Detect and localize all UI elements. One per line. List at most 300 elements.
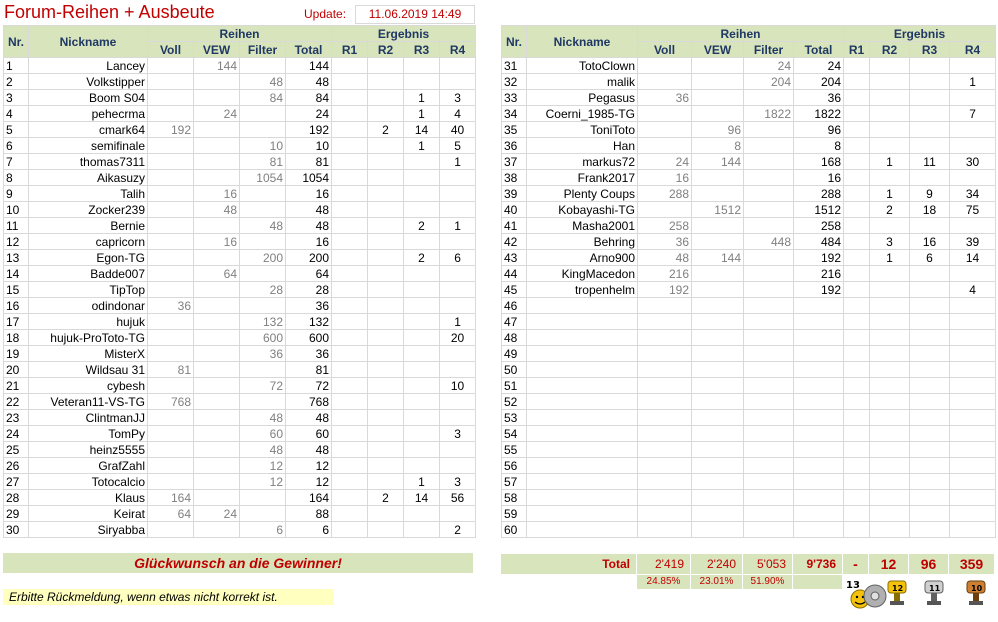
cell-nickname: cybesh (29, 378, 148, 394)
trophy-12-icon (883, 578, 911, 610)
cell-r3 (404, 330, 440, 346)
cell-vew (194, 442, 240, 458)
trophy-11-icon (920, 578, 948, 610)
cell-filter: 448 (744, 234, 794, 250)
table-row (4, 218, 476, 234)
left-table-body (4, 58, 476, 538)
cell-vew (692, 298, 744, 314)
cell-r4 (950, 314, 996, 330)
cell-r3 (404, 362, 440, 378)
cell-r3: 16 (910, 234, 950, 250)
table-row (4, 266, 476, 282)
cell-r2 (368, 362, 404, 378)
cell-voll (148, 234, 194, 250)
table-row (4, 378, 476, 394)
cell-vew (692, 170, 744, 186)
cell-voll (148, 378, 194, 394)
cell-r2: 1 (870, 154, 910, 170)
cell-r4 (950, 506, 996, 522)
cell-nickname: Klaus (29, 490, 148, 506)
cell-nr: 1 (4, 58, 29, 74)
cell-filter (240, 106, 286, 122)
cell-nr: 60 (502, 522, 527, 538)
pct-voll: 24.85% (637, 575, 691, 589)
cell-nickname: Arno900 (527, 250, 638, 266)
cell-nickname (527, 522, 638, 538)
cell-r3: 1 (404, 474, 440, 490)
col-r3: R3 (910, 42, 950, 58)
cell-total: 28 (286, 282, 332, 298)
table-row (502, 58, 996, 74)
cell-r4 (440, 458, 476, 474)
cell-voll: 36 (148, 298, 194, 314)
cell-filter (240, 202, 286, 218)
cell-vew (692, 474, 744, 490)
cell-r3 (404, 186, 440, 202)
table-row (502, 138, 996, 154)
cell-r1 (332, 202, 368, 218)
cell-r2 (870, 330, 910, 346)
cell-vew (194, 490, 240, 506)
total-vew: 2'240 (691, 554, 743, 574)
cell-r3 (910, 58, 950, 74)
table-row (502, 362, 996, 378)
cell-r3 (910, 90, 950, 106)
cell-voll: 288 (638, 186, 692, 202)
cell-r1 (844, 154, 870, 170)
cell-r1 (332, 314, 368, 330)
cell-filter: 81 (240, 154, 286, 170)
cell-r1 (332, 122, 368, 138)
table-row (4, 474, 476, 490)
cell-r1 (332, 90, 368, 106)
table-row (502, 170, 996, 186)
cell-r2 (368, 394, 404, 410)
cell-total: 16 (286, 234, 332, 250)
cell-r1 (844, 426, 870, 442)
table-row (502, 426, 996, 442)
cell-voll (148, 250, 194, 266)
cell-r3 (910, 394, 950, 410)
cell-r3 (404, 314, 440, 330)
cell-nr: 14 (4, 266, 29, 282)
cell-r2 (870, 170, 910, 186)
cell-r4 (950, 298, 996, 314)
table-row (4, 250, 476, 266)
cell-vew (692, 74, 744, 90)
cell-vew (692, 234, 744, 250)
cell-r1 (844, 298, 870, 314)
cell-r2 (368, 90, 404, 106)
cell-r4 (950, 378, 996, 394)
cell-vew (692, 522, 744, 538)
table-row (4, 106, 476, 122)
cell-r3 (910, 410, 950, 426)
cell-filter (240, 122, 286, 138)
cell-r1 (844, 346, 870, 362)
cell-nickname: Kobayashi-TG (527, 202, 638, 218)
cell-voll: 36 (638, 90, 692, 106)
cell-r1 (332, 506, 368, 522)
cell-total: 8 (794, 138, 844, 154)
col-filter: Filter (744, 42, 794, 58)
cell-r4 (950, 170, 996, 186)
cell-nr: 36 (502, 138, 527, 154)
table-row (502, 298, 996, 314)
cell-vew (692, 410, 744, 426)
col-nr: Nr. (4, 26, 29, 58)
cell-nickname: GrafZahl (29, 458, 148, 474)
cell-r2 (368, 442, 404, 458)
cell-voll (148, 74, 194, 90)
total-label: Total (501, 554, 637, 574)
cell-vew (692, 362, 744, 378)
cell-vew (194, 154, 240, 170)
cell-nickname (527, 362, 638, 378)
cell-nr: 10 (4, 202, 29, 218)
cell-r3 (910, 474, 950, 490)
badge-13-label: 13 (846, 580, 860, 591)
cell-voll (638, 138, 692, 154)
col-r4: R4 (440, 42, 476, 58)
cell-r2 (368, 346, 404, 362)
cell-r4 (950, 330, 996, 346)
cell-nickname: markus72 (527, 154, 638, 170)
cell-filter (240, 490, 286, 506)
cell-nr: 12 (4, 234, 29, 250)
cell-voll (148, 426, 194, 442)
cell-r2 (368, 314, 404, 330)
cell-r2 (368, 426, 404, 442)
cell-total: 60 (286, 426, 332, 442)
cell-nr: 55 (502, 442, 527, 458)
cell-vew: 24 (194, 506, 240, 522)
cell-r4: 3 (440, 474, 476, 490)
cell-vew (692, 346, 744, 362)
cell-filter (744, 314, 794, 330)
cell-r3 (404, 58, 440, 74)
cell-voll (638, 410, 692, 426)
cell-nr: 53 (502, 410, 527, 426)
cell-r3 (910, 266, 950, 282)
cell-nickname (527, 442, 638, 458)
cell-r4 (440, 282, 476, 298)
cell-filter (744, 506, 794, 522)
cell-voll (148, 346, 194, 362)
cell-vew (194, 74, 240, 90)
cell-r1 (844, 218, 870, 234)
cell-r4: 56 (440, 490, 476, 506)
cell-nickname: cmark64 (29, 122, 148, 138)
table-row (502, 314, 996, 330)
cell-r3 (910, 362, 950, 378)
cell-total: 88 (286, 506, 332, 522)
cell-total (794, 394, 844, 410)
cell-nr: 19 (4, 346, 29, 362)
cell-filter (744, 186, 794, 202)
cell-voll (638, 202, 692, 218)
cell-r3 (404, 234, 440, 250)
cell-total (794, 506, 844, 522)
cell-r1 (844, 314, 870, 330)
cell-r1 (332, 522, 368, 538)
cell-filter (240, 58, 286, 74)
cell-nickname: Masha2001 (527, 218, 638, 234)
cell-vew (194, 458, 240, 474)
table-row (4, 138, 476, 154)
cell-nickname: TipTop (29, 282, 148, 298)
cell-r1 (332, 74, 368, 90)
cell-r4: 30 (950, 154, 996, 170)
cell-r3 (910, 314, 950, 330)
table-row (4, 442, 476, 458)
cell-filter (240, 394, 286, 410)
table-row (502, 250, 996, 266)
cell-nr: 9 (4, 186, 29, 202)
cell-r4: 2 (440, 522, 476, 538)
cell-r3 (910, 218, 950, 234)
cell-filter (744, 122, 794, 138)
cell-r2 (870, 522, 910, 538)
cell-vew: 8 (692, 138, 744, 154)
cell-r1 (332, 330, 368, 346)
cell-total: 12 (286, 458, 332, 474)
cell-voll (638, 490, 692, 506)
cell-total: 258 (794, 218, 844, 234)
cell-r1 (844, 58, 870, 74)
cell-total: 48 (286, 74, 332, 90)
cell-r1 (844, 506, 870, 522)
cell-total: 36 (794, 90, 844, 106)
cell-voll (148, 202, 194, 218)
cell-total: 1054 (286, 170, 332, 186)
cell-filter: 200 (240, 250, 286, 266)
update-value: 11.06.2019 14:49 (355, 5, 475, 24)
cell-r1 (332, 442, 368, 458)
cell-r2 (368, 186, 404, 202)
cell-nr: 7 (4, 154, 29, 170)
table-row (4, 234, 476, 250)
cell-filter (240, 298, 286, 314)
col-nickname: Nickname (527, 26, 638, 58)
cell-total: 64 (286, 266, 332, 282)
cell-vew: 24 (194, 106, 240, 122)
cell-r4: 3 (440, 426, 476, 442)
cell-vew (692, 330, 744, 346)
cell-r2 (870, 410, 910, 426)
cell-voll (148, 138, 194, 154)
cell-r4: 3 (440, 90, 476, 106)
table-row (502, 106, 996, 122)
cell-filter: 6 (240, 522, 286, 538)
col-total: Total (286, 42, 332, 58)
cell-nr: 44 (502, 266, 527, 282)
cell-filter: 48 (240, 442, 286, 458)
cell-r1 (332, 170, 368, 186)
cell-voll (638, 330, 692, 346)
table-row (502, 266, 996, 282)
cell-filter: 84 (240, 90, 286, 106)
cell-filter (744, 426, 794, 442)
cell-r2 (870, 314, 910, 330)
cell-r1 (844, 202, 870, 218)
cell-voll: 768 (148, 394, 194, 410)
cell-voll (148, 58, 194, 74)
cell-r2 (368, 250, 404, 266)
cell-total: 6 (286, 522, 332, 538)
table-row (502, 186, 996, 202)
cell-vew (692, 458, 744, 474)
cell-r3 (910, 426, 950, 442)
cell-r1 (844, 474, 870, 490)
cell-r1 (332, 250, 368, 266)
cell-filter (744, 490, 794, 506)
cell-r4 (440, 298, 476, 314)
table-row (502, 410, 996, 426)
cell-total: 81 (286, 154, 332, 170)
cell-voll (148, 522, 194, 538)
total-r2: 12 (869, 554, 909, 574)
cell-r2 (368, 218, 404, 234)
cell-voll (148, 218, 194, 234)
cell-r3 (910, 330, 950, 346)
cell-r4 (950, 458, 996, 474)
cell-voll: 164 (148, 490, 194, 506)
cell-vew (692, 106, 744, 122)
cell-nickname: Totocalcio (29, 474, 148, 490)
col-r1: R1 (332, 42, 368, 58)
cell-r3: 14 (404, 122, 440, 138)
cell-voll: 36 (638, 234, 692, 250)
cell-nr: 50 (502, 362, 527, 378)
cell-nr: 49 (502, 346, 527, 362)
table-row (502, 394, 996, 410)
cell-nr: 37 (502, 154, 527, 170)
col-vew: VEW (194, 42, 240, 58)
cell-voll (638, 474, 692, 490)
cell-nr: 13 (4, 250, 29, 266)
cell-r2 (870, 266, 910, 282)
cell-total: 768 (286, 394, 332, 410)
cell-total (794, 458, 844, 474)
cell-r2 (368, 506, 404, 522)
cell-filter: 10 (240, 138, 286, 154)
cell-r4 (440, 58, 476, 74)
cell-nr: 2 (4, 74, 29, 90)
cell-r2: 3 (870, 234, 910, 250)
cell-r3 (404, 282, 440, 298)
cell-r1 (844, 138, 870, 154)
cell-voll (148, 106, 194, 122)
cell-nickname: heinz5555 (29, 442, 148, 458)
cell-voll (638, 522, 692, 538)
cell-nickname: KingMacedon (527, 266, 638, 282)
cell-vew (692, 58, 744, 74)
cell-nickname (527, 378, 638, 394)
cell-r1 (844, 490, 870, 506)
cell-nickname: Keirat (29, 506, 148, 522)
cell-r4: 34 (950, 186, 996, 202)
cell-total: 484 (794, 234, 844, 250)
cell-r4: 4 (950, 282, 996, 298)
cell-r4 (440, 266, 476, 282)
cell-nickname: Zocker239 (29, 202, 148, 218)
cell-nickname: Plenty Coups (527, 186, 638, 202)
cell-r4: 14 (950, 250, 996, 266)
cell-r4 (950, 122, 996, 138)
right-table (501, 25, 996, 538)
cell-total: 216 (794, 266, 844, 282)
cell-vew (194, 474, 240, 490)
table-row (502, 458, 996, 474)
cell-r1 (332, 186, 368, 202)
table-row (502, 522, 996, 538)
cell-r1 (844, 362, 870, 378)
cell-total: 144 (286, 58, 332, 74)
cell-filter (240, 234, 286, 250)
table-row (502, 202, 996, 218)
cell-nr: 33 (502, 90, 527, 106)
cell-r2 (870, 298, 910, 314)
cell-nickname (527, 394, 638, 410)
cell-r4: 1 (440, 154, 476, 170)
cell-r4: 1 (440, 314, 476, 330)
col-r3: R3 (404, 42, 440, 58)
cell-r2 (368, 410, 404, 426)
cell-nr: 30 (4, 522, 29, 538)
cell-voll: 48 (638, 250, 692, 266)
table-row (4, 426, 476, 442)
cell-r1 (332, 458, 368, 474)
table-row (502, 74, 996, 90)
cell-voll (638, 74, 692, 90)
cell-vew (194, 298, 240, 314)
cell-r4 (950, 90, 996, 106)
table-row (4, 506, 476, 522)
cell-r2 (870, 90, 910, 106)
cell-r3 (910, 106, 950, 122)
cell-r3: 18 (910, 202, 950, 218)
cell-r3 (404, 426, 440, 442)
group-ergebnis: Ergebnis (844, 26, 996, 42)
trophy-10-icon (962, 578, 990, 610)
cell-r2: 1 (870, 250, 910, 266)
cell-voll (148, 170, 194, 186)
cell-r2 (368, 474, 404, 490)
group-ergebnis: Ergebnis (332, 26, 476, 42)
cell-r2 (870, 458, 910, 474)
cell-r3 (404, 522, 440, 538)
badge-11-label: 11 (929, 584, 941, 593)
cell-nickname: Volkstipper (29, 74, 148, 90)
cell-total (794, 362, 844, 378)
cell-total (794, 346, 844, 362)
cell-total: 16 (286, 186, 332, 202)
cell-nickname: thomas7311 (29, 154, 148, 170)
cell-r4: 40 (440, 122, 476, 138)
table-row (502, 506, 996, 522)
cell-vew (692, 282, 744, 298)
cell-r2 (870, 282, 910, 298)
cell-vew: 16 (194, 186, 240, 202)
cell-total (794, 490, 844, 506)
cell-nr: 3 (4, 90, 29, 106)
cell-r4 (440, 74, 476, 90)
cell-voll (638, 506, 692, 522)
cell-vew (692, 90, 744, 106)
col-vew: VEW (692, 42, 744, 58)
cell-r2 (368, 298, 404, 314)
